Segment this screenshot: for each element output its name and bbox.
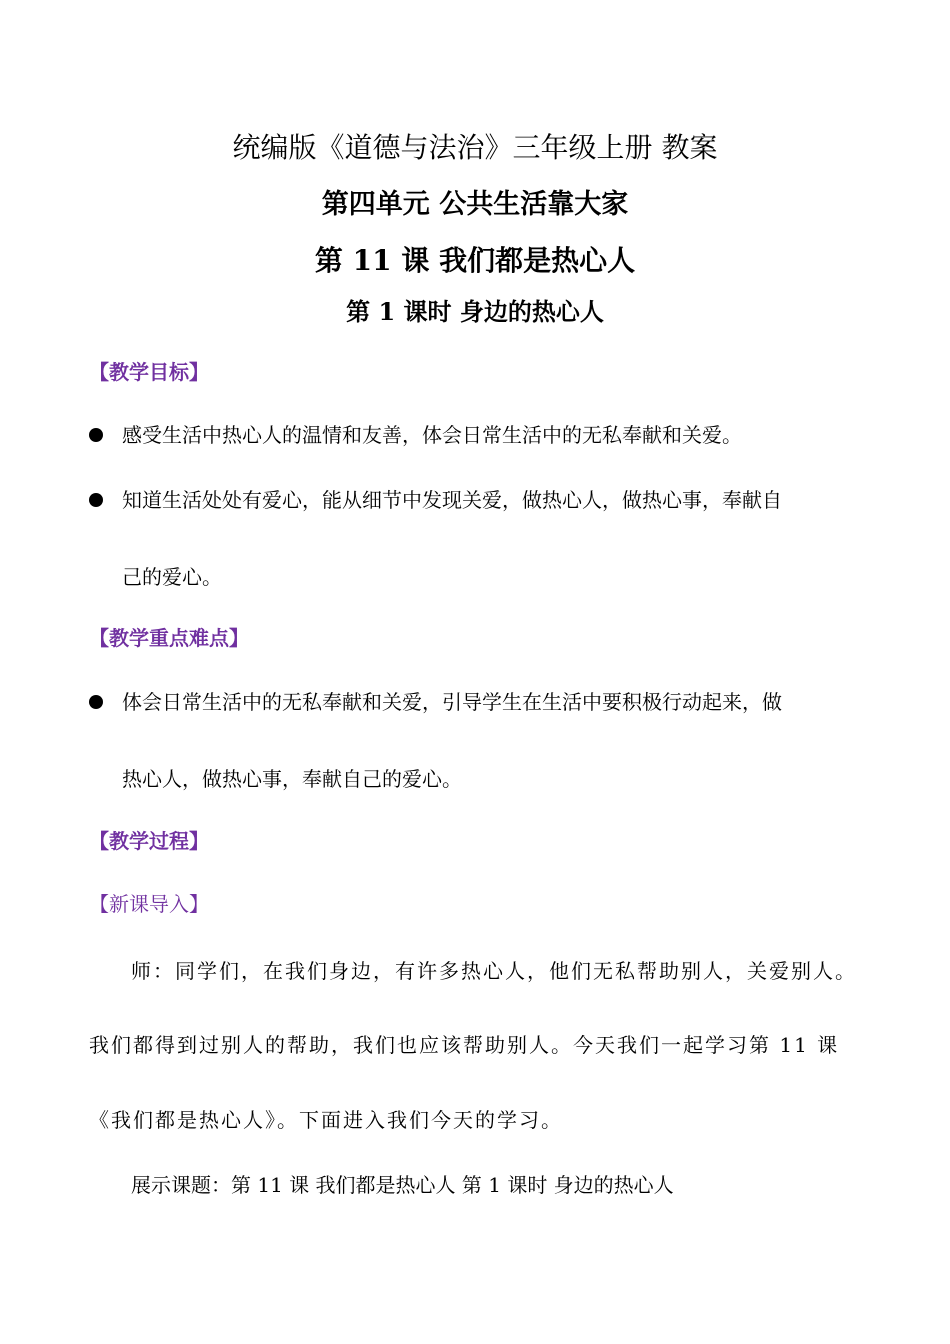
objectives-heading: 【教学目标】 xyxy=(89,360,209,384)
period-title: 第 1 课时 身边的热心人 xyxy=(346,297,604,326)
objective-2-line-2: 己的爱心。 xyxy=(122,565,222,589)
document-title: 统编版《道德与法治》三年级上册 教案 xyxy=(232,131,718,164)
intro-line-3: 《我们都是热心人》。下面进入我们今天的学习。 xyxy=(89,1108,563,1132)
objective-2-line-1: 知道生活处处有爱心，能从细节中发现关爱，做热心人，做热心事，奉献自 xyxy=(122,488,782,512)
key-points-heading: 【教学重点难点】 xyxy=(89,626,249,650)
process-heading: 【教学过程】 xyxy=(89,829,209,853)
lesson-title: 第 11 课 我们都是热心人 xyxy=(314,244,636,277)
key-point-1-line-1: 体会日常生活中的无私奉献和关爱，引导学生在生活中要积极行动起来，做 xyxy=(122,690,782,714)
intro-line-1: 师：同学们，在我们身边，有许多热心人，他们无私帮助别人，关爱别人。 xyxy=(131,959,857,983)
intro-heading: 【新课导入】 xyxy=(89,892,209,916)
unit-title: 第四单元 公共生活靠大家 xyxy=(321,189,629,220)
objective-1-bullet-icon xyxy=(89,428,103,442)
intro-line-2: 我们都得到过别人的帮助，我们也应该帮助别人。今天我们一起学习第 11 课 xyxy=(89,1033,840,1057)
topic-line: 展示课题：第 11 课 我们都是热心人 第 1 课时 身边的热心人 xyxy=(131,1173,674,1197)
key-point-1-bullet-icon xyxy=(89,695,103,709)
key-point-1-line-2: 热心人，做热心事，奉献自己的爱心。 xyxy=(122,767,462,791)
objective-2-bullet-icon xyxy=(89,493,103,507)
objective-1-line-1: 感受生活中热心人的温情和友善，体会日常生活中的无私奉献和关爱。 xyxy=(122,423,742,447)
